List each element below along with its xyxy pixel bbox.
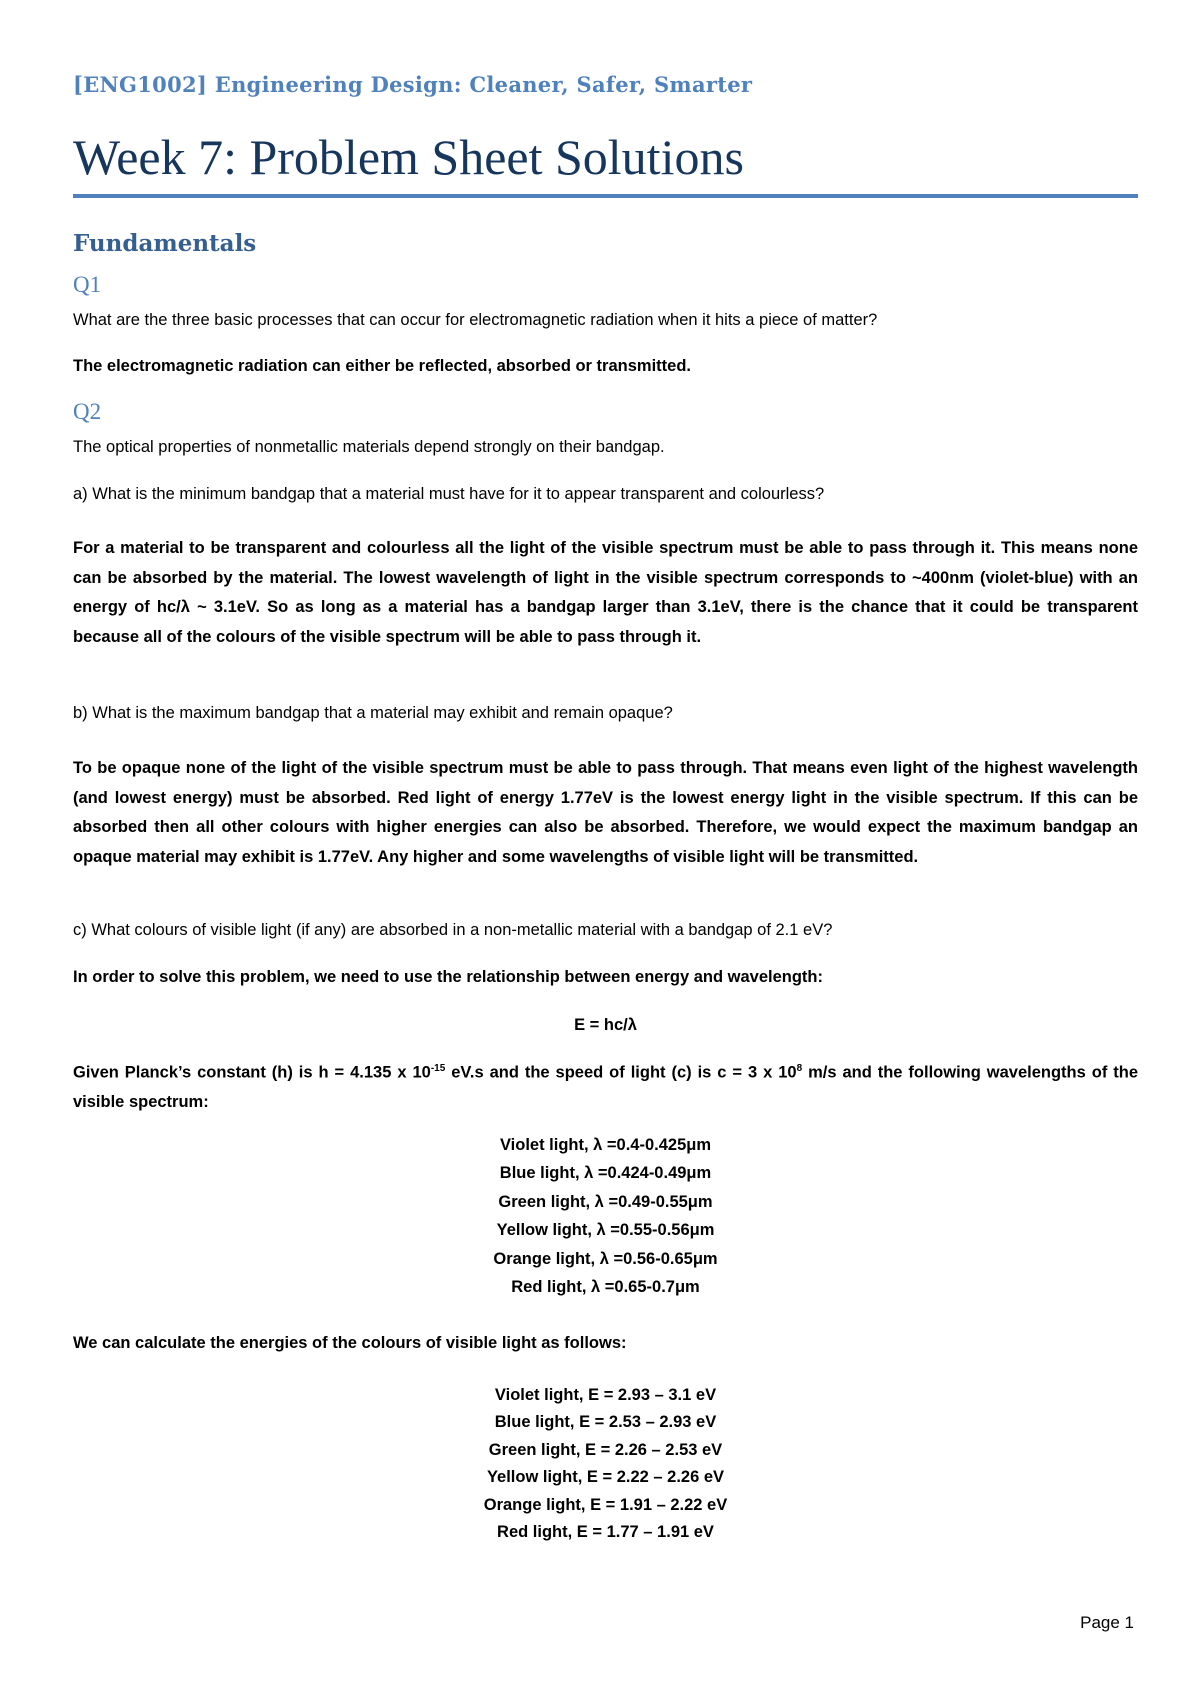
- energy-item: Yellow light, E = 2.22 – 2.26 eV: [486, 1468, 725, 1487]
- q2-heading: Q2: [73, 399, 102, 424]
- calc-intro: We can calculate the energies of the colours of visible light as follows:: [73, 1334, 627, 1352]
- energy-item: Red light, E = 1.77 – 1.91 eV: [497, 1523, 714, 1542]
- q1-question: What are the three basic processes that can occur for electromagnetic radiation when it hits a piece of matter?: [73, 311, 878, 329]
- q2a-question: a) What is the minimum bandgap that a material must have for it to appear transparent and colourless?: [73, 485, 825, 503]
- q1-heading: Q1: [73, 272, 102, 297]
- wavelength-list: [73, 1131, 1138, 1301]
- given-constants: [73, 1054, 1138, 1118]
- q2b-question: b) What is the maximum bandgap that a material may exhibit and remain opaque?: [73, 704, 673, 722]
- given-exponent-2: 8: [796, 1063, 803, 1074]
- wavelength-item: Orange light, λ =0.56-0.65μm: [493, 1249, 718, 1268]
- q2a-answer: For a material to be transparent and colourless all the light of the visible spectrum must be able to pass through it. This means none can be absorbed by the material. The lowest wavelength of light in the visible spectrum corresponds to ~400nm (violet-blue) with an energy of hc/λ ~ 3.1eV. So as long as a material has a bandgap larger than 3.1eV, there is the chance that it could be transparent because all of the colours of the visible spectrum will be able to pass through it.: [73, 539, 1138, 646]
- wavelength-item: Violet light, λ =0.4-0.425μm: [499, 1136, 712, 1154]
- page-number: Page 1: [1080, 1613, 1134, 1632]
- given-text-3: m/s and the following wavelengths of the visible spectrum:: [73, 1063, 1139, 1111]
- section-heading: Fundamentals: [73, 230, 257, 257]
- energy-item: Orange light, E = 1.91 – 2.22 eV: [483, 1495, 728, 1514]
- q2c-question: c) What colours of visible light (if any) are absorbed in a non-metallic material with a bandgap of 2.1 eV?: [73, 921, 833, 939]
- q2b-answer: To be opaque none of the light of the visible spectrum must be able to pass through. That means even light of the highest wavelength (and lowest energy) must be absorbed. Red light of energy 1.77eV is the lowest energy light in the visible spectrum. If this can be absorbed then all other colours with higher energies can also be absorbed. Therefore, we would expect the maximum bandgap an opaque material may exhibit is 1.77eV. Any higher and some wavelengths of visible light will be transmitted.: [73, 759, 1138, 866]
- given-text-1: Given Planck’s constant (h) is h = 4.135 x 10: [73, 1063, 431, 1082]
- title-rule: [73, 194, 1138, 198]
- q2c-intro: In order to solve this problem, we need to use the relationship between energy and wavelength:: [73, 968, 823, 986]
- wavelength-item: Red light, λ =0.65-0.7μm: [511, 1278, 700, 1297]
- energy-item: Violet light, E = 2.93 – 3.1 eV: [494, 1386, 717, 1404]
- course-header: [ENG1002] Engineering Design: Cleaner, Safer, Smarter: [73, 72, 753, 97]
- energy-item: Green light, E = 2.26 – 2.53 eV: [488, 1440, 723, 1459]
- wavelength-item: Green light, λ =0.49-0.55μm: [498, 1192, 713, 1211]
- page-title: Week 7: Problem Sheet Solutions: [73, 129, 744, 185]
- wavelength-item: Blue light, λ =0.424-0.49μm: [499, 1164, 712, 1183]
- wavelength-item: Yellow light, λ =0.55-0.56μm: [496, 1221, 715, 1240]
- q2-intro: The optical properties of nonmetallic materials depend strongly on their bandgap.: [73, 438, 665, 456]
- given-text-2: eV.s and the speed of light (c) is c = 3 x 10: [445, 1063, 797, 1082]
- given-exponent-1: -15: [430, 1063, 446, 1074]
- energy-item: Blue light, E = 2.53 – 2.93 eV: [494, 1413, 717, 1432]
- energy-list: [73, 1382, 1138, 1546]
- q1-answer: The electromagnetic radiation can either be reflected, absorbed or transmitted.: [73, 357, 691, 375]
- equation: E = hc/λ: [574, 1016, 637, 1034]
